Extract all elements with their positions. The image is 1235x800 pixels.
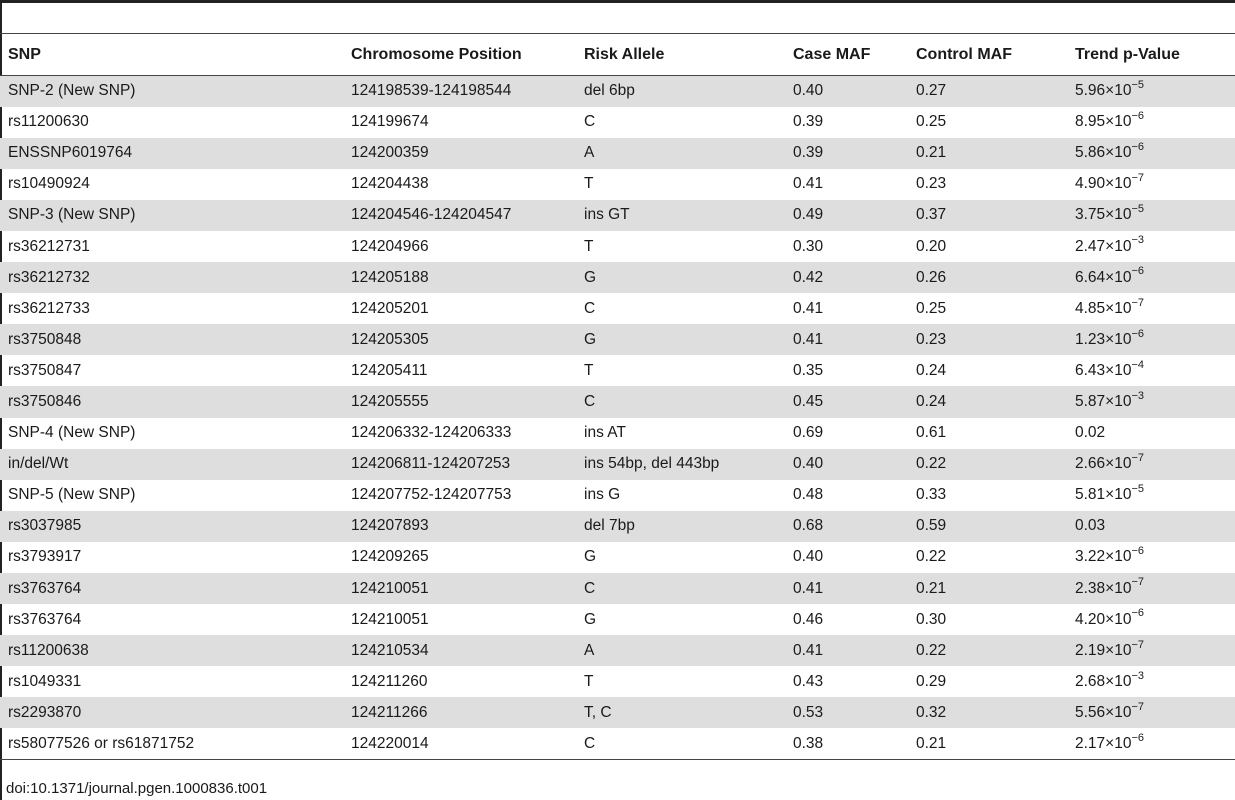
cell-risk-allele: del 7bp [584,517,635,535]
cell-snp: rs2293870 [8,703,82,721]
times-ten-symbol: ×10 [1105,641,1132,659]
cell-case-maf: 0.69 [793,424,824,442]
p-value-plain: 0.03 [1075,517,1106,535]
cell-case-maf: 0.38 [793,734,824,752]
header-control-maf: Control MAF [916,45,1012,63]
p-value-exponent: −6 [1131,545,1145,558]
p-value-mantissa: 1.23 [1075,330,1106,348]
cell-risk-allele: ins GT [584,206,630,224]
cell-risk-allele: T, C [584,703,612,721]
table-row [0,511,1235,542]
p-value-plain: 0.02 [1075,424,1106,442]
cell-case-maf: 0.39 [793,144,824,162]
times-ten-symbol: ×10 [1105,486,1132,504]
cell-chromosome-position: 124205555 [351,392,429,410]
cell-chromosome-position: 124205411 [351,361,428,379]
table-row [0,262,1235,293]
cell-chromosome-position: 124209265 [351,548,429,566]
cell-trend-p-value [1067,511,1235,542]
cell-trend-p-value [1067,449,1235,480]
cell-snp: rs10490924 [8,175,90,193]
cell-trend-p-value [1067,293,1235,324]
cell-case-maf: 0.40 [793,548,824,566]
cell-trend-p-value [1067,386,1235,417]
cell-snp: rs36212732 [8,268,90,286]
cell-chromosome-position: 124211260 [351,672,428,690]
cell-trend-p-value [1067,573,1235,604]
table-row [0,324,1235,355]
cell-risk-allele: G [584,268,597,286]
p-value-exponent: −5 [1131,203,1145,216]
times-ten-symbol: ×10 [1105,268,1132,286]
cell-control-maf: 0.23 [916,175,947,193]
p-value-mantissa: 4.90 [1075,175,1106,193]
p-value-mantissa: 5.87 [1075,392,1106,410]
cell-chromosome-position: 124204546-124204547 [351,206,512,224]
cell-risk-allele: C [584,392,596,410]
p-value-exponent: −3 [1131,234,1145,247]
table-row [0,169,1235,200]
p-value-exponent: −6 [1131,327,1145,340]
p-value-exponent: −3 [1131,389,1145,402]
table-row [0,542,1235,573]
cell-risk-allele: ins 54bp, del 443bp [584,455,720,473]
times-ten-symbol: ×10 [1105,175,1132,193]
cell-chromosome-position: 124211266 [351,703,428,721]
table-row [0,76,1235,107]
cell-snp: SNP-3 (New SNP) [8,206,136,224]
cell-snp: rs58077526 or rs61871752 [8,734,195,752]
cell-control-maf: 0.25 [916,113,947,131]
cell-control-maf: 0.21 [916,144,947,162]
header-snp: SNP [8,45,41,63]
cell-snp: SNP-2 (New SNP) [8,82,136,100]
table-row [0,418,1235,449]
cell-risk-allele: C [584,579,596,597]
p-value-mantissa: 4.20 [1075,610,1106,628]
cell-risk-allele: G [584,548,597,566]
times-ten-symbol: ×10 [1105,610,1132,628]
cell-case-maf: 0.49 [793,206,824,224]
table-row [0,386,1235,417]
cell-case-maf: 0.53 [793,703,824,721]
cell-trend-p-value [1067,635,1235,666]
cell-trend-p-value [1067,231,1235,262]
header-risk-allele: Risk Allele [584,45,665,63]
cell-control-maf: 0.22 [916,641,947,659]
p-value-mantissa: 2.66 [1075,455,1106,473]
cell-chromosome-position: 124206332-124206333 [351,424,512,442]
header-trend-p-value: Trend p-Value [1075,45,1180,63]
cell-chromosome-position: 124210051 [351,579,429,597]
table-row [0,355,1235,386]
cell-control-maf: 0.21 [916,579,947,597]
cell-risk-allele: G [584,610,597,628]
cell-trend-p-value [1067,666,1235,697]
table-row [0,728,1235,759]
cell-trend-p-value [1067,480,1235,511]
p-value-mantissa: 2.47 [1075,237,1106,255]
table-row [0,480,1235,511]
p-value-exponent: −7 [1131,576,1145,589]
cell-trend-p-value [1067,76,1235,107]
cell-risk-allele: C [584,113,596,131]
p-value-exponent: −7 [1131,172,1145,185]
cell-case-maf: 0.30 [793,237,824,255]
cell-risk-allele: G [584,330,597,348]
cell-chromosome-position: 124199674 [351,113,429,131]
cell-control-maf: 0.22 [916,455,947,473]
table-row [0,635,1235,666]
p-value-exponent: −6 [1131,731,1145,744]
table-header-row [0,34,1235,76]
cell-trend-p-value [1067,418,1235,449]
p-value-mantissa: 2.38 [1075,579,1106,597]
cell-risk-allele: ins AT [584,424,626,442]
doi-caption: doi:10.1371/journal.pgen.1000836.t001 [6,780,268,797]
cell-trend-p-value [1067,604,1235,635]
p-value-mantissa: 2.19 [1075,641,1106,659]
cell-chromosome-position: 124210534 [351,641,429,659]
p-value-mantissa: 8.95 [1075,113,1106,131]
cell-snp: rs36212733 [8,299,90,317]
p-value-mantissa: 4.85 [1075,299,1106,317]
cell-trend-p-value [1067,697,1235,728]
cell-snp: rs3750847 [8,361,82,379]
cell-snp: rs3763764 [8,610,82,628]
header-case-maf: Case MAF [793,45,871,63]
p-value-exponent: −7 [1131,452,1145,465]
cell-case-maf: 0.48 [793,486,824,504]
times-ten-symbol: ×10 [1105,455,1132,473]
cell-control-maf: 0.24 [916,392,947,410]
cell-trend-p-value [1067,324,1235,355]
cell-snp: rs1049331 [8,672,82,690]
times-ten-symbol: ×10 [1105,82,1132,100]
times-ten-symbol: ×10 [1105,206,1132,224]
p-value-exponent: −3 [1131,669,1145,682]
p-value-mantissa: 6.43 [1075,361,1106,379]
times-ten-symbol: ×10 [1105,672,1132,690]
cell-chromosome-position: 124198539-124198544 [351,82,512,100]
cell-risk-allele: C [584,734,596,752]
table-body [0,76,1235,760]
times-ten-symbol: ×10 [1105,237,1132,255]
cell-chromosome-position: 124204438 [351,175,429,193]
p-value-exponent: −6 [1131,265,1145,278]
cell-risk-allele: del 6bp [584,82,635,100]
cell-trend-p-value [1067,355,1235,386]
times-ten-symbol: ×10 [1105,361,1132,379]
p-value-mantissa: 5.81 [1075,486,1106,504]
cell-control-maf: 0.27 [916,82,947,100]
cell-risk-allele: A [584,641,595,659]
cell-case-maf: 0.40 [793,82,824,100]
cell-chromosome-position: 124207893 [351,517,429,535]
cell-trend-p-value [1067,728,1235,759]
times-ten-symbol: ×10 [1105,703,1132,721]
table-row [0,293,1235,324]
cell-case-maf: 0.41 [793,175,824,193]
cell-chromosome-position: 124205305 [351,330,429,348]
cell-control-maf: 0.20 [916,237,947,255]
table-row [0,573,1235,604]
times-ten-symbol: ×10 [1105,734,1132,752]
cell-chromosome-position: 124207752-124207753 [351,486,512,504]
cell-case-maf: 0.46 [793,610,824,628]
header-chromosome-position: Chromosome Position [351,45,522,63]
cell-trend-p-value [1067,169,1235,200]
cell-snp: rs36212731 [8,237,90,255]
cell-risk-allele: T [584,175,594,193]
cell-case-maf: 0.41 [793,641,824,659]
cell-snp: rs11200638 [8,641,89,659]
p-value-mantissa: 6.64 [1075,268,1106,286]
cell-risk-allele: T [584,672,594,690]
cell-risk-allele: A [584,144,595,162]
cell-case-maf: 0.45 [793,392,824,410]
table-row [0,604,1235,635]
cell-chromosome-position: 124206811-124207253 [351,455,511,473]
cell-case-maf: 0.35 [793,361,824,379]
cell-case-maf: 0.39 [793,113,824,131]
cell-chromosome-position: 124205188 [351,268,429,286]
cell-control-maf: 0.25 [916,299,947,317]
times-ten-symbol: ×10 [1105,392,1132,410]
p-value-exponent: −7 [1131,638,1145,651]
table-row [0,231,1235,262]
cell-case-maf: 0.43 [793,672,824,690]
cell-case-maf: 0.68 [793,517,824,535]
cell-case-maf: 0.41 [793,299,824,317]
cell-snp: in/del/Wt [8,455,69,473]
p-value-mantissa: 5.86 [1075,144,1106,162]
table-row [0,200,1235,231]
cell-trend-p-value [1067,262,1235,293]
p-value-exponent: −6 [1131,109,1145,122]
cell-control-maf: 0.59 [916,517,947,535]
cell-chromosome-position: 124200359 [351,144,429,162]
top-rule [0,0,1235,3]
cell-trend-p-value [1067,542,1235,573]
cell-control-maf: 0.26 [916,268,947,286]
p-value-exponent: −4 [1131,358,1145,371]
p-value-exponent: −6 [1131,141,1145,154]
p-value-mantissa: 3.22 [1075,548,1106,566]
cell-control-maf: 0.23 [916,330,947,348]
cell-risk-allele: T [584,361,594,379]
p-value-mantissa: 2.17 [1075,734,1106,752]
cell-trend-p-value [1067,107,1235,138]
cell-chromosome-position: 124220014 [351,734,429,752]
cell-control-maf: 0.21 [916,734,947,752]
times-ten-symbol: ×10 [1105,144,1132,162]
cell-case-maf: 0.40 [793,455,824,473]
cell-trend-p-value [1067,200,1235,231]
cell-control-maf: 0.22 [916,548,947,566]
cell-snp: rs3037985 [8,517,82,535]
cell-snp: SNP-4 (New SNP) [8,424,136,442]
p-value-mantissa: 3.75 [1075,206,1106,224]
cell-control-maf: 0.61 [916,424,947,442]
cell-control-maf: 0.24 [916,361,947,379]
cell-snp: rs11200630 [8,113,89,131]
table-row [0,697,1235,728]
cell-control-maf: 0.29 [916,672,947,690]
cell-control-maf: 0.37 [916,206,947,224]
cell-chromosome-position: 124205201 [351,299,429,317]
times-ten-symbol: ×10 [1105,299,1132,317]
p-value-mantissa: 2.68 [1075,672,1106,690]
p-value-exponent: −7 [1131,296,1145,309]
cell-trend-p-value [1067,138,1235,169]
cell-chromosome-position: 124210051 [351,610,429,628]
cell-risk-allele: T [584,237,594,255]
cell-control-maf: 0.30 [916,610,947,628]
cell-snp: ENSSNP6019764 [8,144,133,162]
snp-table-container [0,33,1235,760]
cell-case-maf: 0.42 [793,268,824,286]
cell-snp: rs3793917 [8,548,82,566]
p-value-exponent: −7 [1131,700,1145,713]
cell-risk-allele: ins G [584,486,621,504]
cell-control-maf: 0.32 [916,703,947,721]
cell-snp: SNP-5 (New SNP) [8,486,136,504]
table-row [0,107,1235,138]
cell-case-maf: 0.41 [793,330,824,348]
p-value-exponent: −5 [1131,483,1145,496]
table-row [0,449,1235,480]
table-row [0,138,1235,169]
snp-association-table [0,33,1235,760]
times-ten-symbol: ×10 [1105,579,1132,597]
cell-snp: rs3763764 [8,579,82,597]
times-ten-symbol: ×10 [1105,548,1132,566]
times-ten-symbol: ×10 [1105,330,1132,348]
p-value-exponent: −6 [1131,607,1145,620]
times-ten-symbol: ×10 [1105,113,1132,131]
cell-case-maf: 0.41 [793,579,824,597]
p-value-mantissa: 5.56 [1075,703,1106,721]
cell-snp: rs3750848 [8,330,82,348]
table-row [0,666,1235,697]
cell-chromosome-position: 124204966 [351,237,429,255]
p-value-exponent: −5 [1131,79,1145,92]
cell-snp: rs3750846 [8,392,82,410]
cell-risk-allele: C [584,299,596,317]
cell-control-maf: 0.33 [916,486,947,504]
p-value-mantissa: 5.96 [1075,82,1106,100]
